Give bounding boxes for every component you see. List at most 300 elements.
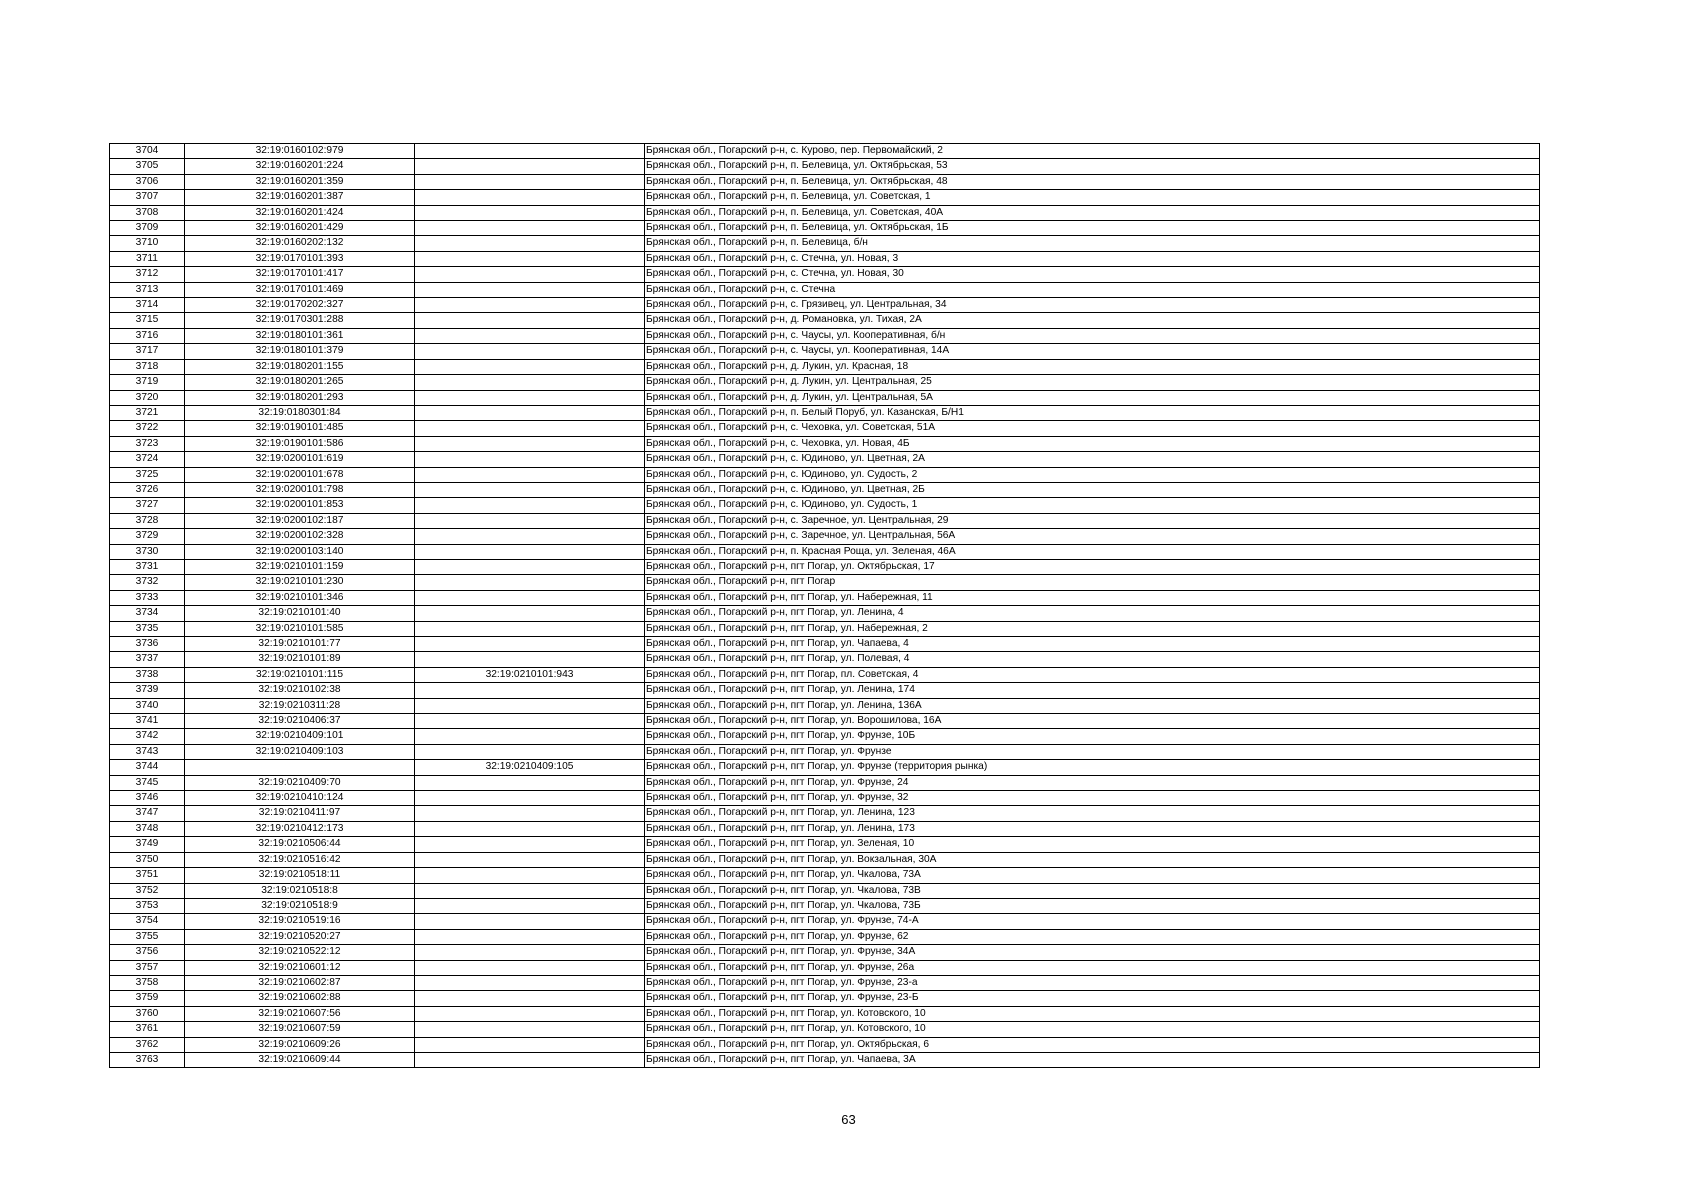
related-cadastral-number-cell bbox=[415, 945, 645, 960]
table-row bbox=[110, 898, 1540, 913]
table-row bbox=[110, 236, 1540, 251]
address-cell: Брянская обл., Погарский р-н, с. Чаусы, ул. Кооперативная, б/н bbox=[645, 328, 1540, 343]
related-cadastral-number-cell bbox=[415, 498, 645, 513]
row-number-cell: 3728 bbox=[110, 513, 185, 528]
address-cell: Брянская обл., Погарский р-н, пгт Погар, ул. Фрунзе bbox=[645, 744, 1540, 759]
row-number-cell: 3711 bbox=[110, 251, 185, 266]
table-row bbox=[110, 344, 1540, 359]
table-row bbox=[110, 590, 1540, 605]
cadastral-number-cell: 32:19:0210609:44 bbox=[185, 1052, 415, 1067]
table-row bbox=[110, 929, 1540, 944]
related-cadastral-number-cell bbox=[415, 529, 645, 544]
related-cadastral-number-cell bbox=[415, 452, 645, 467]
table-row bbox=[110, 606, 1540, 621]
row-number-cell: 3730 bbox=[110, 544, 185, 559]
table-row bbox=[110, 498, 1540, 513]
table-row bbox=[110, 513, 1540, 528]
row-number-cell: 3755 bbox=[110, 929, 185, 944]
related-cadastral-number-cell bbox=[415, 144, 645, 159]
related-cadastral-number-cell bbox=[415, 467, 645, 482]
table-row bbox=[110, 529, 1540, 544]
cadastral-number-cell: 32:19:0210516:42 bbox=[185, 852, 415, 867]
address-cell: Брянская обл., Погарский р-н, пгт Погар, ул. Фрунзе, 62 bbox=[645, 929, 1540, 944]
table-row bbox=[110, 883, 1540, 898]
related-cadastral-number-cell bbox=[415, 559, 645, 574]
cadastral-number-cell: 32:19:0160201:224 bbox=[185, 159, 415, 174]
address-cell: Брянская обл., Погарский р-н, д. Романовка, ул. Тихая, 2А bbox=[645, 313, 1540, 328]
table-row bbox=[110, 621, 1540, 636]
cadastral-number-cell: 32:19:0200101:619 bbox=[185, 452, 415, 467]
row-number-cell: 3742 bbox=[110, 729, 185, 744]
address-cell: Брянская обл., Погарский р-н, с. Юдиново, ул. Судость, 2 bbox=[645, 467, 1540, 482]
table-row bbox=[110, 282, 1540, 297]
cadastral-number-cell: 32:19:0170101:469 bbox=[185, 282, 415, 297]
address-cell: Брянская обл., Погарский р-н, с. Стечна, ул. Новая, 30 bbox=[645, 267, 1540, 282]
related-cadastral-number-cell bbox=[415, 791, 645, 806]
row-number-cell: 3747 bbox=[110, 806, 185, 821]
row-number-cell: 3759 bbox=[110, 991, 185, 1006]
related-cadastral-number-cell bbox=[415, 359, 645, 374]
row-number-cell: 3707 bbox=[110, 190, 185, 205]
table-row bbox=[110, 482, 1540, 497]
table-row bbox=[110, 714, 1540, 729]
cadastral-number-cell: 32:19:0210518:11 bbox=[185, 868, 415, 883]
related-cadastral-number-cell bbox=[415, 267, 645, 282]
page-number: 63 bbox=[841, 1112, 856, 1127]
table-row bbox=[110, 544, 1540, 559]
row-number-cell: 3751 bbox=[110, 868, 185, 883]
cadastral-number-cell: 32:19:0210101:159 bbox=[185, 559, 415, 574]
related-cadastral-number-cell bbox=[415, 251, 645, 266]
address-cell: Брянская обл., Погарский р-н, п. Белевица, ул. Советская, 1 bbox=[645, 190, 1540, 205]
related-cadastral-number-cell bbox=[415, 868, 645, 883]
cadastral-number-cell: 32:19:0210607:56 bbox=[185, 1006, 415, 1021]
cadastral-number-cell: 32:19:0200102:328 bbox=[185, 529, 415, 544]
cadastral-number-cell: 32:19:0210412:173 bbox=[185, 821, 415, 836]
table-row bbox=[110, 683, 1540, 698]
cadastral-number-cell: 32:19:0210411:97 bbox=[185, 806, 415, 821]
table-row bbox=[110, 421, 1540, 436]
table-row bbox=[110, 1006, 1540, 1021]
related-cadastral-number-cell bbox=[415, 606, 645, 621]
address-cell: Брянская обл., Погарский р-н, пгт Погар, ул. Чкалова, 73В bbox=[645, 883, 1540, 898]
cadastral-number-cell: 32:19:0180201:265 bbox=[185, 375, 415, 390]
table-row bbox=[110, 559, 1540, 574]
table-row bbox=[110, 1052, 1540, 1067]
table-row bbox=[110, 698, 1540, 713]
row-number-cell: 3723 bbox=[110, 436, 185, 451]
cadastral-number-cell: 32:19:0180201:293 bbox=[185, 390, 415, 405]
address-cell: Брянская обл., Погарский р-н, пгт Погар, ул. Фрунзе, 74-А bbox=[645, 914, 1540, 929]
table-row bbox=[110, 837, 1540, 852]
cadastral-number-cell: 32:19:0160202:132 bbox=[185, 236, 415, 251]
cadastral-number-cell: 32:19:0180101:379 bbox=[185, 344, 415, 359]
address-cell: Брянская обл., Погарский р-н, пгт Погар bbox=[645, 575, 1540, 590]
row-number-cell: 3733 bbox=[110, 590, 185, 605]
row-number-cell: 3748 bbox=[110, 821, 185, 836]
related-cadastral-number-cell bbox=[415, 821, 645, 836]
table-row bbox=[110, 405, 1540, 420]
cadastral-number-cell: 32:19:0200101:678 bbox=[185, 467, 415, 482]
row-number-cell: 3731 bbox=[110, 559, 185, 574]
row-number-cell: 3729 bbox=[110, 529, 185, 544]
table-row bbox=[110, 298, 1540, 313]
related-cadastral-number-cell bbox=[415, 729, 645, 744]
table-row bbox=[110, 868, 1540, 883]
address-cell: Брянская обл., Погарский р-н, пгт Погар, ул. Октябрьская, 6 bbox=[645, 1037, 1540, 1052]
cadastral-number-cell: 32:19:0170101:393 bbox=[185, 251, 415, 266]
related-cadastral-number-cell bbox=[415, 652, 645, 667]
table-row bbox=[110, 267, 1540, 282]
table-row bbox=[110, 945, 1540, 960]
row-number-cell: 3750 bbox=[110, 852, 185, 867]
table-row bbox=[110, 960, 1540, 975]
table-row bbox=[110, 251, 1540, 266]
cadastral-number-cell: 32:19:0200101:798 bbox=[185, 482, 415, 497]
row-number-cell: 3737 bbox=[110, 652, 185, 667]
address-cell: Брянская обл., Погарский р-н, п. Белый Поруб, ул. Казанская, Б/Н1 bbox=[645, 405, 1540, 420]
related-cadastral-number-cell bbox=[415, 852, 645, 867]
row-number-cell: 3705 bbox=[110, 159, 185, 174]
registry-table bbox=[109, 143, 1540, 1068]
table-row bbox=[110, 1037, 1540, 1052]
row-number-cell: 3718 bbox=[110, 359, 185, 374]
table-row bbox=[110, 174, 1540, 189]
cadastral-number-cell: 32:19:0210102:38 bbox=[185, 683, 415, 698]
address-cell: Брянская обл., Погарский р-н, пгт Погар, ул. Фрунзе, 32 bbox=[645, 791, 1540, 806]
table-row bbox=[110, 760, 1540, 775]
cadastral-number-cell: 32:19:0210101:40 bbox=[185, 606, 415, 621]
related-cadastral-number-cell bbox=[415, 991, 645, 1006]
address-cell: Брянская обл., Погарский р-н, пгт Погар, ул. Чапаева, 3А bbox=[645, 1052, 1540, 1067]
related-cadastral-number-cell bbox=[415, 621, 645, 636]
table-row bbox=[110, 821, 1540, 836]
address-cell: Брянская обл., Погарский р-н, с. Стечна, ул. Новая, 3 bbox=[645, 251, 1540, 266]
row-number-cell: 3741 bbox=[110, 714, 185, 729]
table-row bbox=[110, 991, 1540, 1006]
address-cell: Брянская обл., Погарский р-н, пгт Погар, ул. Фрунзе, 10Б bbox=[645, 729, 1540, 744]
related-cadastral-number-cell bbox=[415, 544, 645, 559]
related-cadastral-number-cell bbox=[415, 775, 645, 790]
row-number-cell: 3708 bbox=[110, 205, 185, 220]
related-cadastral-number-cell bbox=[415, 637, 645, 652]
row-number-cell: 3740 bbox=[110, 698, 185, 713]
row-number-cell: 3743 bbox=[110, 744, 185, 759]
address-cell: Брянская обл., Погарский р-н, п. Красная Роща, ул. Зеленая, 46А bbox=[645, 544, 1540, 559]
address-cell: Брянская обл., Погарский р-н, пгт Погар, ул. Зеленая, 10 bbox=[645, 837, 1540, 852]
address-cell: Брянская обл., Погарский р-н, п. Белевица, б/н bbox=[645, 236, 1540, 251]
table-row bbox=[110, 436, 1540, 451]
related-cadastral-number-cell bbox=[415, 744, 645, 759]
row-number-cell: 3744 bbox=[110, 760, 185, 775]
address-cell: Брянская обл., Погарский р-н, пгт Погар, ул. Котовского, 10 bbox=[645, 1022, 1540, 1037]
cadastral-number-cell: 32:19:0160201:424 bbox=[185, 205, 415, 220]
row-number-cell: 3712 bbox=[110, 267, 185, 282]
address-cell: Брянская обл., Погарский р-н, пгт Погар, ул. Ворошилова, 16А bbox=[645, 714, 1540, 729]
cadastral-number-cell: 32:19:0210518:9 bbox=[185, 898, 415, 913]
cadastral-number-cell: 32:19:0210506:44 bbox=[185, 837, 415, 852]
row-number-cell: 3710 bbox=[110, 236, 185, 251]
related-cadastral-number-cell bbox=[415, 205, 645, 220]
related-cadastral-number-cell bbox=[415, 1037, 645, 1052]
table-row bbox=[110, 637, 1540, 652]
cadastral-number-cell: 32:19:0210602:87 bbox=[185, 975, 415, 990]
address-cell: Брянская обл., Погарский р-н, пгт Погар, ул. Фрунзе, 24 bbox=[645, 775, 1540, 790]
address-cell: Брянская обл., Погарский р-н, пгт Погар, ул. Набережная, 11 bbox=[645, 590, 1540, 605]
table-row bbox=[110, 975, 1540, 990]
address-cell: Брянская обл., Погарский р-н, п. Белевица, ул. Советская, 40А bbox=[645, 205, 1540, 220]
related-cadastral-number-cell bbox=[415, 190, 645, 205]
cadastral-number-cell: 32:19:0210410:124 bbox=[185, 791, 415, 806]
related-cadastral-number-cell bbox=[415, 436, 645, 451]
related-cadastral-number-cell bbox=[415, 683, 645, 698]
cadastral-number-cell: 32:19:0210520:27 bbox=[185, 929, 415, 944]
address-cell: Брянская обл., Погарский р-н, пгт Погар, ул. Фрунзе, 23-Б bbox=[645, 991, 1540, 1006]
row-number-cell: 3735 bbox=[110, 621, 185, 636]
cadastral-number-cell: 32:19:0190101:586 bbox=[185, 436, 415, 451]
address-cell: Брянская обл., Погарский р-н, с. Юдиново, ул. Судость, 1 bbox=[645, 498, 1540, 513]
address-cell: Брянская обл., Погарский р-н, д. Лукин, ул. Центральная, 25 bbox=[645, 375, 1540, 390]
registry-table-body bbox=[110, 144, 1540, 1068]
row-number-cell: 3727 bbox=[110, 498, 185, 513]
row-number-cell: 3758 bbox=[110, 975, 185, 990]
related-cadastral-number-cell bbox=[415, 714, 645, 729]
row-number-cell: 3717 bbox=[110, 344, 185, 359]
table-row bbox=[110, 221, 1540, 236]
cadastral-number-cell: 32:19:0160201:359 bbox=[185, 174, 415, 189]
table-row bbox=[110, 1022, 1540, 1037]
related-cadastral-number-cell bbox=[415, 806, 645, 821]
table-row bbox=[110, 791, 1540, 806]
related-cadastral-number-cell bbox=[415, 282, 645, 297]
address-cell: Брянская обл., Погарский р-н, пгт Погар, ул. Чапаева, 4 bbox=[645, 637, 1540, 652]
cadastral-number-cell: 32:19:0170202:327 bbox=[185, 298, 415, 313]
table-row bbox=[110, 328, 1540, 343]
address-cell: Брянская обл., Погарский р-н, д. Лукин, ул. Красная, 18 bbox=[645, 359, 1540, 374]
cadastral-number-cell: 32:19:0210409:70 bbox=[185, 775, 415, 790]
table-row bbox=[110, 452, 1540, 467]
row-number-cell: 3726 bbox=[110, 482, 185, 497]
row-number-cell: 3714 bbox=[110, 298, 185, 313]
related-cadastral-number-cell bbox=[415, 698, 645, 713]
address-cell: Брянская обл., Погарский р-н, пгт Погар, ул. Ленина, 136А bbox=[645, 698, 1540, 713]
row-number-cell: 3719 bbox=[110, 375, 185, 390]
table-row bbox=[110, 313, 1540, 328]
row-number-cell: 3716 bbox=[110, 328, 185, 343]
row-number-cell: 3754 bbox=[110, 914, 185, 929]
address-cell: Брянская обл., Погарский р-н, пгт Погар, пл. Советская, 4 bbox=[645, 667, 1540, 682]
address-cell: Брянская обл., Погарский р-н, пгт Погар, ул. Ленина, 4 bbox=[645, 606, 1540, 621]
row-number-cell: 3752 bbox=[110, 883, 185, 898]
cadastral-number-cell: 32:19:0210101:115 bbox=[185, 667, 415, 682]
row-number-cell: 3720 bbox=[110, 390, 185, 405]
cadastral-number-cell: 32:19:0210101:77 bbox=[185, 637, 415, 652]
table-row bbox=[110, 575, 1540, 590]
cadastral-number-cell: 32:19:0160201:429 bbox=[185, 221, 415, 236]
table-row bbox=[110, 744, 1540, 759]
related-cadastral-number-cell bbox=[415, 159, 645, 174]
address-cell: Брянская обл., Погарский р-н, с. Курово, пер. Первомайский, 2 bbox=[645, 144, 1540, 159]
cadastral-number-cell: 32:19:0210602:88 bbox=[185, 991, 415, 1006]
row-number-cell: 3762 bbox=[110, 1037, 185, 1052]
table-row bbox=[110, 729, 1540, 744]
table-row bbox=[110, 144, 1540, 159]
cadastral-number-cell: 32:19:0170101:417 bbox=[185, 267, 415, 282]
address-cell: Брянская обл., Погарский р-н, пгт Погар, ул. Набережная, 2 bbox=[645, 621, 1540, 636]
table-row bbox=[110, 914, 1540, 929]
address-cell: Брянская обл., Погарский р-н, пгт Погар, ул. Октябрьская, 17 bbox=[645, 559, 1540, 574]
row-number-cell: 3722 bbox=[110, 421, 185, 436]
related-cadastral-number-cell: 32:19:0210101:943 bbox=[415, 667, 645, 682]
cadastral-number-cell: 32:19:0200102:187 bbox=[185, 513, 415, 528]
related-cadastral-number-cell bbox=[415, 837, 645, 852]
cadastral-number-cell: 32:19:0210101:230 bbox=[185, 575, 415, 590]
cadastral-number-cell: 32:19:0210519:16 bbox=[185, 914, 415, 929]
address-cell: Брянская обл., Погарский р-н, с. Чаусы, ул. Кооперативная, 14А bbox=[645, 344, 1540, 359]
row-number-cell: 3761 bbox=[110, 1022, 185, 1037]
related-cadastral-number-cell bbox=[415, 898, 645, 913]
related-cadastral-number-cell bbox=[415, 375, 645, 390]
address-cell: Брянская обл., Погарский р-н, п. Белевица, ул. Октябрьская, 53 bbox=[645, 159, 1540, 174]
address-cell: Брянская обл., Погарский р-н, с. Чеховка, ул. Новая, 4Б bbox=[645, 436, 1540, 451]
row-number-cell: 3739 bbox=[110, 683, 185, 698]
cadastral-number-cell: 32:19:0200103:140 bbox=[185, 544, 415, 559]
address-cell: Брянская обл., Погарский р-н, с. Юдиново, ул. Цветная, 2А bbox=[645, 452, 1540, 467]
row-number-cell: 3763 bbox=[110, 1052, 185, 1067]
table-row bbox=[110, 159, 1540, 174]
cadastral-number-cell: 32:19:0200101:853 bbox=[185, 498, 415, 513]
address-cell: Брянская обл., Погарский р-н, с. Заречное, ул. Центральная, 29 bbox=[645, 513, 1540, 528]
related-cadastral-number-cell bbox=[415, 236, 645, 251]
table-row bbox=[110, 190, 1540, 205]
related-cadastral-number-cell bbox=[415, 1022, 645, 1037]
address-cell: Брянская обл., Погарский р-н, пгт Погар, ул. Фрунзе, 34А bbox=[645, 945, 1540, 960]
row-number-cell: 3746 bbox=[110, 791, 185, 806]
related-cadastral-number-cell bbox=[415, 174, 645, 189]
row-number-cell: 3724 bbox=[110, 452, 185, 467]
address-cell: Брянская обл., Погарский р-н, пгт Погар, ул. Ленина, 173 bbox=[645, 821, 1540, 836]
related-cadastral-number-cell bbox=[415, 914, 645, 929]
related-cadastral-number-cell bbox=[415, 975, 645, 990]
cadastral-number-cell: 32:19:0190101:485 bbox=[185, 421, 415, 436]
address-cell: Брянская обл., Погарский р-н, с. Чеховка, ул. Советская, 51А bbox=[645, 421, 1540, 436]
cadastral-number-cell: 32:19:0170301:288 bbox=[185, 313, 415, 328]
related-cadastral-number-cell bbox=[415, 513, 645, 528]
cadastral-number-cell: 32:19:0180201:155 bbox=[185, 359, 415, 374]
address-cell: Брянская обл., Погарский р-н, пгт Погар, ул. Чкалова, 73А bbox=[645, 868, 1540, 883]
related-cadastral-number-cell: 32:19:0210409:105 bbox=[415, 760, 645, 775]
cadastral-number-cell: 32:19:0180101:361 bbox=[185, 328, 415, 343]
cadastral-number-cell: 32:19:0210101:585 bbox=[185, 621, 415, 636]
row-number-cell: 3757 bbox=[110, 960, 185, 975]
cadastral-number-cell: 32:19:0180301:84 bbox=[185, 405, 415, 420]
related-cadastral-number-cell bbox=[415, 344, 645, 359]
cadastral-number-cell: 32:19:0210101:89 bbox=[185, 652, 415, 667]
table-row bbox=[110, 652, 1540, 667]
cadastral-number-cell: 32:19:0210518:8 bbox=[185, 883, 415, 898]
address-cell: Брянская обл., Погарский р-н, с. Юдиново, ул. Цветная, 2Б bbox=[645, 482, 1540, 497]
address-cell: Брянская обл., Погарский р-н, с. Грязивец, ул. Центральная, 34 bbox=[645, 298, 1540, 313]
row-number-cell: 3706 bbox=[110, 174, 185, 189]
related-cadastral-number-cell bbox=[415, 313, 645, 328]
address-cell: Брянская обл., Погарский р-н, пгт Погар, ул. Фрунзе (территория рынка) bbox=[645, 760, 1540, 775]
related-cadastral-number-cell bbox=[415, 405, 645, 420]
table-row bbox=[110, 667, 1540, 682]
address-cell: Брянская обл., Погарский р-н, д. Лукин, ул. Центральная, 5А bbox=[645, 390, 1540, 405]
cadastral-number-cell: 32:19:0210409:103 bbox=[185, 744, 415, 759]
address-cell: Брянская обл., Погарский р-н, п. Белевица, ул. Октябрьская, 1Б bbox=[645, 221, 1540, 236]
row-number-cell: 3715 bbox=[110, 313, 185, 328]
address-cell: Брянская обл., Погарский р-н, с. Стечна bbox=[645, 282, 1540, 297]
related-cadastral-number-cell bbox=[415, 482, 645, 497]
address-cell: Брянская обл., Погарский р-н, пгт Погар, ул. Фрунзе, 23-а bbox=[645, 975, 1540, 990]
row-number-cell: 3725 bbox=[110, 467, 185, 482]
address-cell: Брянская обл., Погарский р-н, пгт Погар, ул. Котовского, 10 bbox=[645, 1006, 1540, 1021]
address-cell: Брянская обл., Погарский р-н, с. Заречное, ул. Центральная, 56А bbox=[645, 529, 1540, 544]
table-row bbox=[110, 806, 1540, 821]
cadastral-number-cell: 32:19:0210406:37 bbox=[185, 714, 415, 729]
row-number-cell: 3732 bbox=[110, 575, 185, 590]
row-number-cell: 3734 bbox=[110, 606, 185, 621]
cadastral-number-cell: 32:19:0210607:59 bbox=[185, 1022, 415, 1037]
cadastral-number-cell: 32:19:0210409:101 bbox=[185, 729, 415, 744]
related-cadastral-number-cell bbox=[415, 421, 645, 436]
address-cell: Брянская обл., Погарский р-н, пгт Погар, ул. Ленина, 123 bbox=[645, 806, 1540, 821]
table-row bbox=[110, 775, 1540, 790]
row-number-cell: 3721 bbox=[110, 405, 185, 420]
cadastral-number-cell: 32:19:0210601:12 bbox=[185, 960, 415, 975]
row-number-cell: 3753 bbox=[110, 898, 185, 913]
row-number-cell: 3713 bbox=[110, 282, 185, 297]
cadastral-number-cell: 32:19:0210609:26 bbox=[185, 1037, 415, 1052]
related-cadastral-number-cell bbox=[415, 328, 645, 343]
address-cell: Брянская обл., Погарский р-н, пгт Погар, ул. Ленина, 174 bbox=[645, 683, 1540, 698]
row-number-cell: 3704 bbox=[110, 144, 185, 159]
cadastral-number-cell: 32:19:0210311:28 bbox=[185, 698, 415, 713]
related-cadastral-number-cell bbox=[415, 960, 645, 975]
related-cadastral-number-cell bbox=[415, 590, 645, 605]
related-cadastral-number-cell bbox=[415, 298, 645, 313]
address-cell: Брянская обл., Погарский р-н, пгт Погар, ул. Полевая, 4 bbox=[645, 652, 1540, 667]
cadastral-number-cell: 32:19:0160102:979 bbox=[185, 144, 415, 159]
row-number-cell: 3749 bbox=[110, 837, 185, 852]
table-row bbox=[110, 390, 1540, 405]
table-row bbox=[110, 205, 1540, 220]
address-cell: Брянская обл., Погарский р-н, пгт Погар, ул. Вокзальная, 30А bbox=[645, 852, 1540, 867]
address-cell: Брянская обл., Погарский р-н, п. Белевица, ул. Октябрьская, 48 bbox=[645, 174, 1540, 189]
cadastral-number-cell bbox=[185, 760, 415, 775]
related-cadastral-number-cell bbox=[415, 221, 645, 236]
address-cell: Брянская обл., Погарский р-н, пгт Погар, ул. Чкалова, 73Б bbox=[645, 898, 1540, 913]
related-cadastral-number-cell bbox=[415, 390, 645, 405]
row-number-cell: 3756 bbox=[110, 945, 185, 960]
related-cadastral-number-cell bbox=[415, 929, 645, 944]
row-number-cell: 3745 bbox=[110, 775, 185, 790]
table-row bbox=[110, 467, 1540, 482]
cadastral-number-cell: 32:19:0210101:346 bbox=[185, 590, 415, 605]
table-row bbox=[110, 852, 1540, 867]
row-number-cell: 3709 bbox=[110, 221, 185, 236]
related-cadastral-number-cell bbox=[415, 1052, 645, 1067]
related-cadastral-number-cell bbox=[415, 575, 645, 590]
cadastral-number-cell: 32:19:0160201:387 bbox=[185, 190, 415, 205]
related-cadastral-number-cell bbox=[415, 1006, 645, 1021]
table-row bbox=[110, 359, 1540, 374]
address-cell: Брянская обл., Погарский р-н, пгт Погар, ул. Фрунзе, 26а bbox=[645, 960, 1540, 975]
row-number-cell: 3736 bbox=[110, 637, 185, 652]
related-cadastral-number-cell bbox=[415, 883, 645, 898]
row-number-cell: 3738 bbox=[110, 667, 185, 682]
